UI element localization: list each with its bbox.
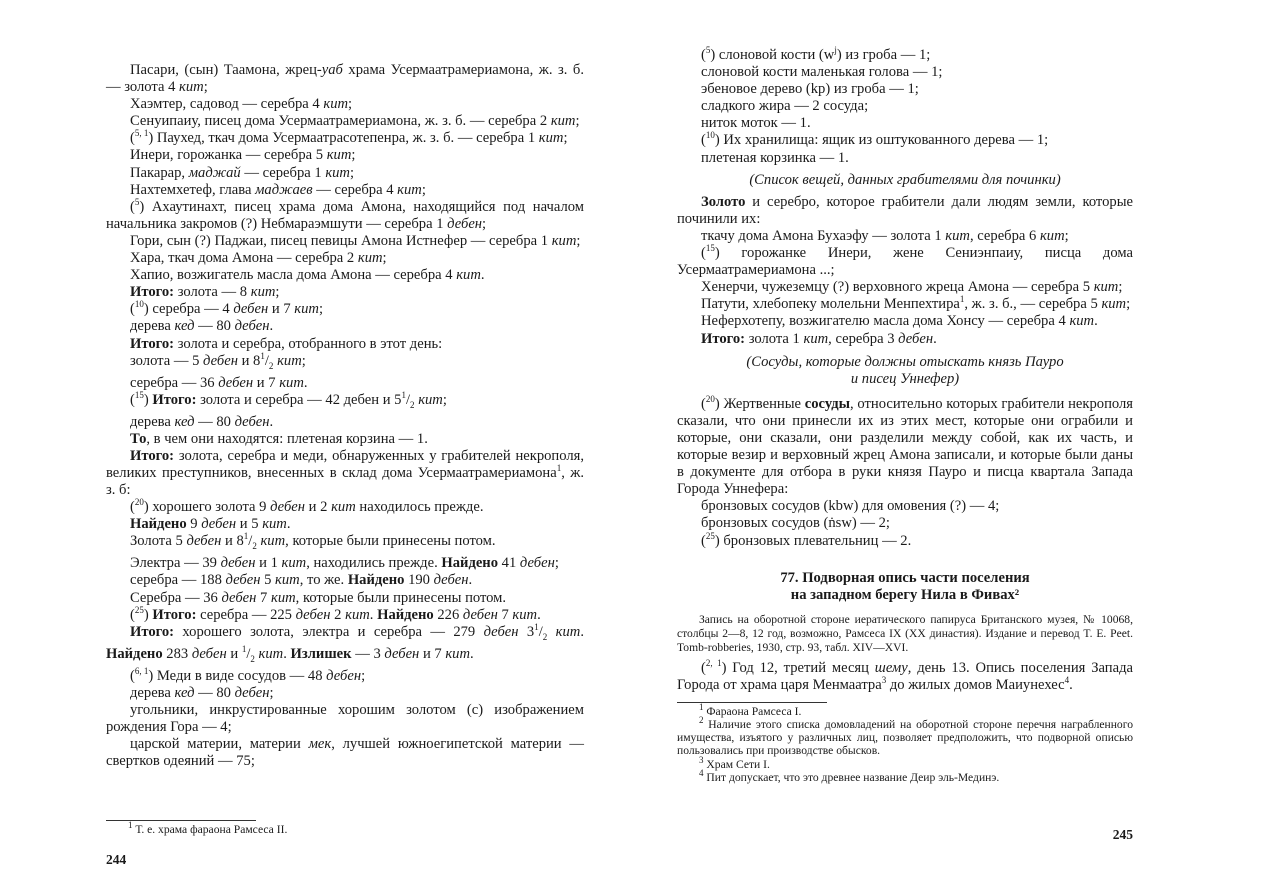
right-mid-paragraph: ткачу дома Амона Бухаэфу — золота 1 кит, серебра 6 кит; [701, 227, 1069, 244]
left-body-paragraph: Нахтемхетеф, глава маджаев — серебра 4 кит; [130, 181, 426, 198]
right-footnote: $^4$ Пит допускает, что это древнее название Деир эль-Мединэ. [699, 767, 1000, 784]
right-mid-paragraph: ($^{15}$) горожанке Инери, жене Сениэнпаиу, писца дома Усермаатрамериамона ...; [677, 243, 1133, 279]
left-body-paragraph: Пасари, (сын) Таамона, жрец-уаб храма Усермаатрамериамона, ж. з. б. — золота 4 кит; [106, 62, 584, 96]
left-body-paragraph: Хара, ткач дома Амона — серебра 2 кит; [130, 250, 387, 267]
subheading-vessels-line1: (Сосуды, которые должны отыскать князь Пауро [746, 353, 1064, 370]
right-mid-paragraph: Итого: золота 1 кит, серебра 3 дебен. [701, 330, 937, 347]
left-body-paragraph: Инери, горожанка — серебра 5 кит; [130, 147, 356, 164]
right-mid-paragraph: Патути, хлебопеку молельни Менпехтира$^1$, ж. з. б., — серебра 5 кит; [701, 294, 1131, 313]
left-body-paragraph: Золота 5 дебен и $8^1/_2$ кит, которые были принесены потом. [130, 531, 496, 552]
left-body-paragraph: царской материи, материи мек, лучшей южноегипетской материи — свертков одеяний — 75; [106, 736, 585, 770]
left-body-paragraph: дерева кед — 80 дебен. [130, 413, 274, 430]
right-mid-paragraph: Золото и серебро, которое грабители дали людям земли, которые починили их: [677, 193, 1133, 227]
left-body-paragraph: Хаэмтер, садовод — серебра 4 кит; [130, 96, 353, 113]
left-page-body [106, 62, 584, 770]
page-number-right: 245 [1112, 827, 1133, 842]
left-body-paragraph: серебра — 36 дебен и 7 кит. [130, 374, 308, 391]
left-body-paragraph: золота — 5 дебен и $8^1/_2$ кит; [130, 350, 306, 371]
left-footnotes [106, 820, 584, 836]
right-low-paragraph: бронзовых сосудов (kbw) для омовения (?) — 4; [701, 498, 1000, 515]
left-body-paragraph: ($^{20}$) хорошего золота 9 дебен и 2 кит находилось прежде. [130, 497, 484, 516]
left-body-paragraph: угольники, инкрустированные хорошим золотом (с) изображением рождения Гора — 4; [106, 701, 584, 735]
right-footnote: $^2$ Наличие этого списка домовладений на оборотной стороне перечня награбленного имущества, изъятого у различных лиц, позволяет предположить, что подворной описью пользовались при производстве обысков. [677, 715, 1133, 758]
right-top-paragraph: сладкого жира — 2 сосуда; [701, 98, 869, 115]
left-body-paragraph: ($^{6, 1}$) Меди в виде сосудов — 48 дебен; [130, 665, 366, 684]
right-low-paragraph: ($^{25}$) бронзовых плевательниц — 2. [701, 530, 912, 549]
left-body-paragraph: Электра — 39 дебен и 1 кит, находились прежде. Найдено 41 дебен; [130, 555, 559, 572]
right-mid-paragraph: Неферхотепу, возжигателю масла дома Хонсу — серебра 4 кит. [701, 313, 1098, 330]
section-heading-line2: на западном берегу Нила в Фивах² [790, 586, 1020, 603]
left-body-paragraph: Итого: золота, серебра и меди, обнаруженных у грабителей некрополя, великих преступников, внесенных в склад дома Усермаатрамериамона$^1$, ж. з. б: [106, 447, 585, 499]
right-page [677, 0, 1133, 893]
subheading-repair-list: (Список вещей, данных грабителями для починки) [749, 171, 1061, 188]
left-body-paragraph: Итого: хорошего золота, электра и серебра — 279 дебен $3^1/_2$ кит. Найдено 283 дебен и $^1/_2$ кит. Излишек — 3 дебен и 7 кит. [106, 621, 584, 664]
left-body-paragraph: Найдено 9 дебен и 5 кит. [130, 516, 291, 533]
left-body-paragraph: ($^{10}$) серебра — 4 дебен и 7 кит; [130, 299, 324, 318]
left-body-paragraph: Гори, сын (?) Паджаи, писец певицы Амона Истнефер — серебра 1 кит; [130, 232, 581, 249]
right-footnote: $^3$ Храм Сети I. [699, 754, 770, 771]
section-heading-line1: 77. Подворная опись части поселения [780, 569, 1030, 586]
left-body-paragraph: То, в чем они находятся: плетеная корзина — 1. [130, 430, 428, 447]
right-top-paragraph: эбеновое дерево (kp) из гроба — 1; [701, 81, 919, 98]
left-footnote: $^1$ Т. е. храма фараона Рамсеса II. [128, 820, 288, 836]
left-body-paragraph: Итого: золота — 8 кит; [130, 284, 280, 301]
left-body-paragraph: ($^{5, 1}$) Паухед, ткач дома Усермаатрасотепенра, ж. з. б. — серебра 1 кит; [130, 128, 568, 147]
right-top-paragraph: ниток моток — 1. [701, 115, 811, 132]
left-body-paragraph: Хапио, возжигатель масла дома Амона — серебра 4 кит. [130, 267, 485, 284]
left-page [106, 0, 584, 893]
left-body-paragraph: Итого: золота и серебра, отобранного в этот день: [130, 335, 443, 352]
right-top-paragraph: слоновой кости маленькая голова — 1; [701, 64, 943, 81]
right-low-paragraph: бронзовых сосудов (ṅsw) — 2; [701, 515, 890, 532]
right-top-paragraph: плетеная корзинка — 1. [701, 149, 849, 166]
right-top-paragraph: ($^5$) слоновой кости $(w^j)$ из гроба — 1; [701, 45, 931, 63]
right-low-paragraph: ($^{20}$) Жертвенные сосуды, относительно которых грабители некрополя сказали, что они принесли их из этих мест, которые они ограбили и которые, они сказали, они разделили между собой, как их часть, и которые везир и верховный жрец Амона записали, и которые были даны в документе для отбора в руки князя Пауро и писца квартала Запада Города Уннефера: [677, 393, 1134, 498]
left-body-paragraph: ($^{15}$) Итого: золота и серебра — 42 дебен и $5^1/_2$ кит; [130, 389, 447, 410]
right-footnote: $^1$ Фараона Рамсеса I. [699, 701, 802, 718]
section-text: ($^{2, 1}$) Год 12, третий месяц шему, день 13. Опись поселения Запада Города от храма царя Менмаатра$^3$ до жилых домов Маиунехес$^4$. [677, 657, 1134, 693]
left-body-paragraph: Пакарар, маджай — серебра 1 кит; [130, 164, 355, 181]
left-body-paragraph: дерева кед — 80 дебен. [130, 318, 274, 335]
source-note: Запись на оборотной стороне иератического папируса Британского музея, № 10068, столбцы 2—8, 12 год, возможно, Рамсеса IX (XX династия). Издание и перевод T. E. Peet. Tomb-robberies, 1930, стр. 93, табл. XIV—XVI. [677, 612, 1133, 654]
left-body-paragraph: серебра — 188 дебен 5 кит, то же. Найдено 190 дебен. [130, 572, 473, 589]
left-body-paragraph: ($^{25}$) Итого: серебра — 225 дебен 2 кит. Найдено 226 дебен 7 кит. [130, 604, 541, 623]
left-body-paragraph: Сенуипаиу, писец дома Усермаатрамериамона, ж. з. б. — серебра 2 кит; [130, 113, 580, 130]
right-mid-paragraph: Хенерчи, чужеземцу (?) верховного жреца Амона — серебра 5 кит; [701, 279, 1123, 296]
left-body-paragraph: дерева кед — 80 дебен; [130, 684, 274, 701]
left-body-paragraph: ($^5$) Ахаутинахт, писец храма дома Амона, находящийся под началом начальника закромов (?) Небмараэмшути — серебра 1 дебен; [106, 196, 584, 232]
right-top-paragraph: ($^{10}$) Их хранилища: ящик из оштукованного дерева — 1; [701, 130, 1049, 149]
left-body-paragraph: Серебра — 36 дебен 7 кит, которые были принесены потом. [130, 589, 507, 606]
right-page-body [677, 47, 1133, 784]
subheading-vessels-line2: и писец Уннефер) [850, 370, 960, 387]
page-number-left: 244 [106, 852, 127, 867]
